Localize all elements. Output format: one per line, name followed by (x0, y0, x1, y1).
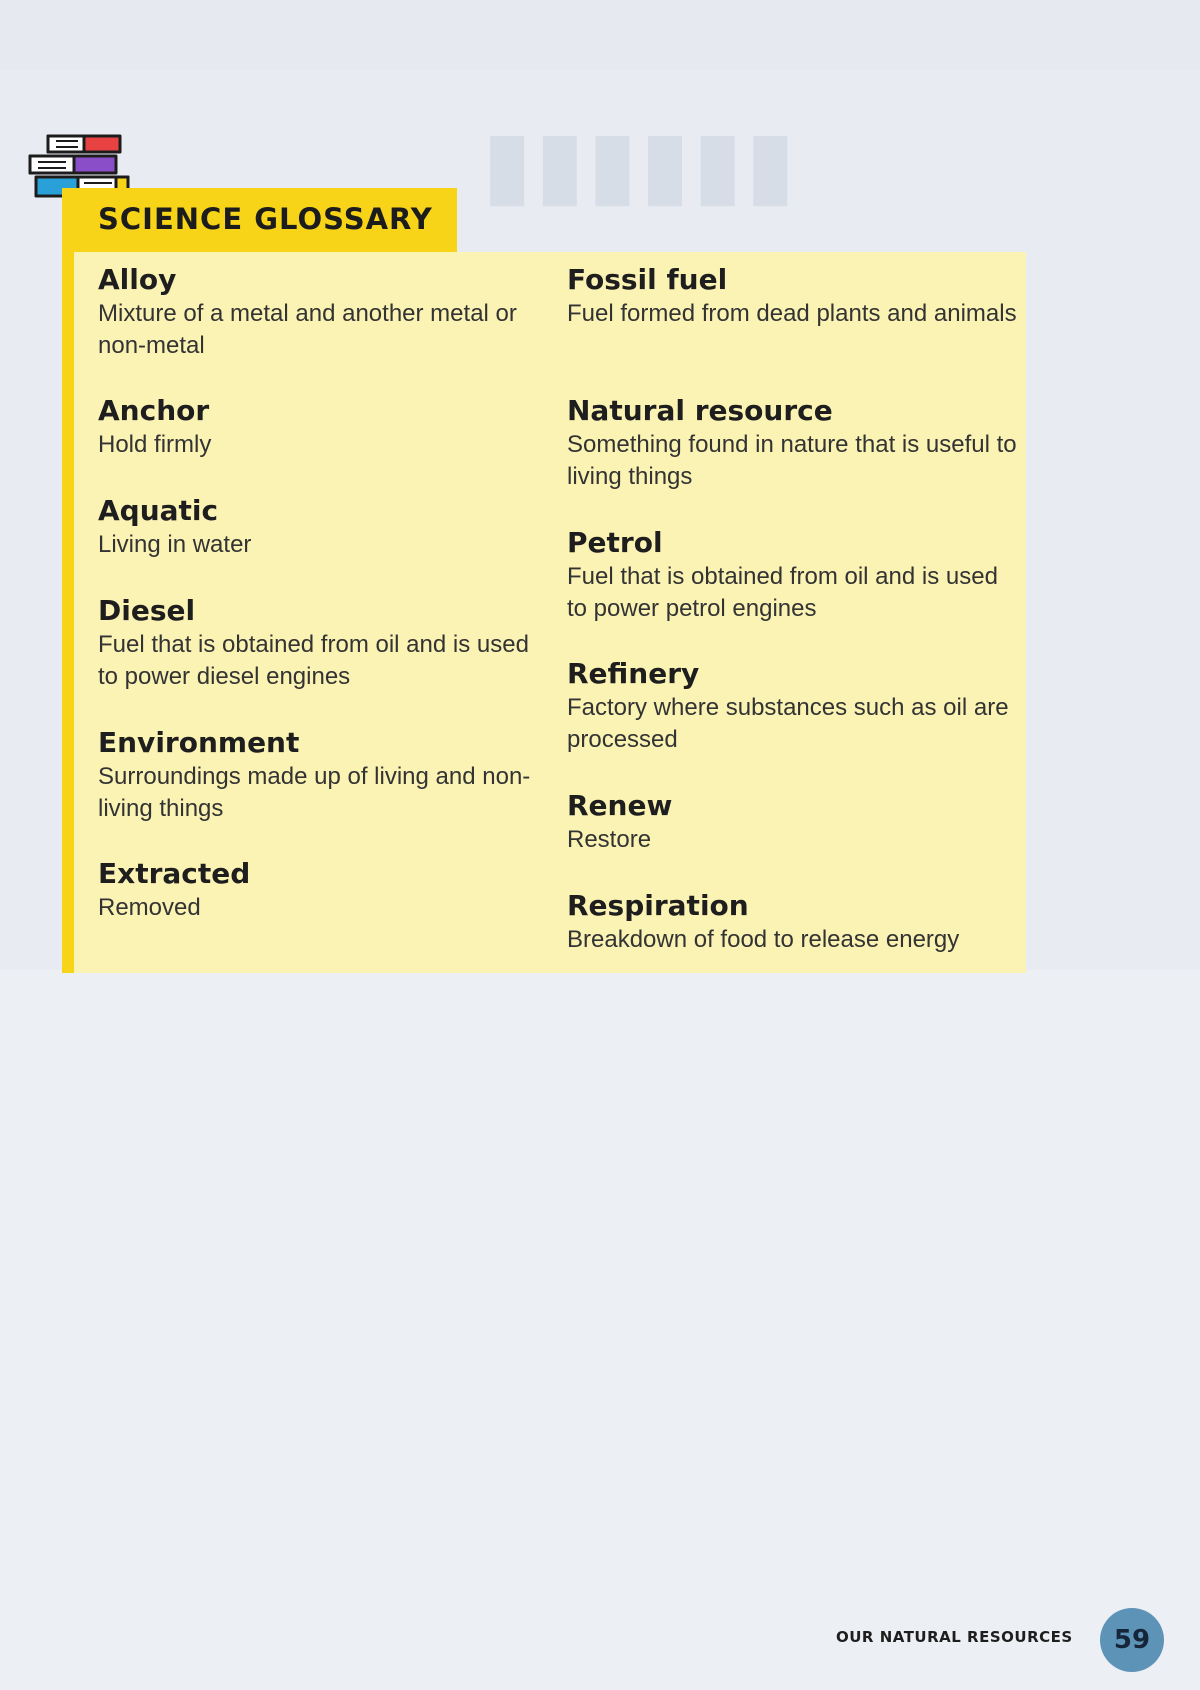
glossary-entry-aquatic (98, 493, 538, 561)
glossary-term: Natural resource (567, 394, 833, 427)
glossary-entry-refinery (567, 656, 1017, 756)
glossary-term: Diesel (98, 594, 196, 627)
glossary-definition: Living in water (98, 531, 252, 558)
glossary-title: SCIENCE GLOSSARY (98, 202, 433, 236)
glossary-definition: Hold firmly (98, 431, 212, 458)
glossary-term: Fossil fuel (567, 263, 728, 296)
glossary-entry-fossil-fuel (567, 262, 1017, 330)
glossary-definition: Something found in nature that is useful to living things (567, 431, 1017, 490)
glossary-term: Refinery (567, 657, 700, 690)
glossary-term: Petrol (567, 526, 663, 559)
glossary-definition: Fuel formed from dead plants and animals (567, 300, 1017, 327)
glossary-definition: Removed (98, 894, 201, 921)
glossary-header (74, 188, 457, 252)
glossary-entry-natural-resource (567, 393, 1017, 493)
page-number: 59 (1113, 1625, 1151, 1655)
page-top-band (0, 0, 1200, 70)
glossary-definition: Surroundings made up of living and non-living things (98, 763, 531, 822)
glossary-term: Extracted (98, 857, 251, 890)
glossary-definition: Fuel that is obtained from oil and is used to power petrol engines (567, 563, 998, 622)
glossary-entry-environment (98, 725, 538, 825)
glossary-entry-alloy (98, 262, 538, 362)
glossary-term: Alloy (98, 263, 177, 296)
glossary-definition: Restore (567, 826, 652, 853)
glossary-entry-respiration (567, 888, 1017, 956)
footer-section-title: OUR NATURAL RESOURCES (836, 1628, 1073, 1646)
glossary-term: Respiration (567, 889, 749, 922)
page-number-badge (1100, 1608, 1164, 1672)
glossary-term: Renew (567, 789, 673, 822)
glossary-definition: Mixture of a metal and another metal or non-metal (98, 300, 517, 359)
glossary-entry-anchor (98, 393, 538, 461)
glossary-accent-stripe (62, 188, 74, 973)
glossary-term: Environment (98, 726, 300, 759)
glossary-definition: Fuel that is obtained from oil and is used to power diesel engines (98, 631, 529, 690)
glossary-entry-petrol (567, 525, 1017, 625)
glossary-entry-diesel (98, 593, 538, 693)
glossary-term: Anchor (98, 394, 210, 427)
faded-background-heading: ▮▮▮▮▮▮ (480, 110, 796, 217)
glossary-entry-extracted (98, 856, 538, 924)
glossary-term: Aquatic (98, 494, 219, 527)
glossary-definition: Factory where substances such as oil are processed (567, 694, 1009, 753)
glossary-definition: Breakdown of food to release energy (567, 926, 960, 953)
glossary-entry-renew (567, 788, 1017, 856)
